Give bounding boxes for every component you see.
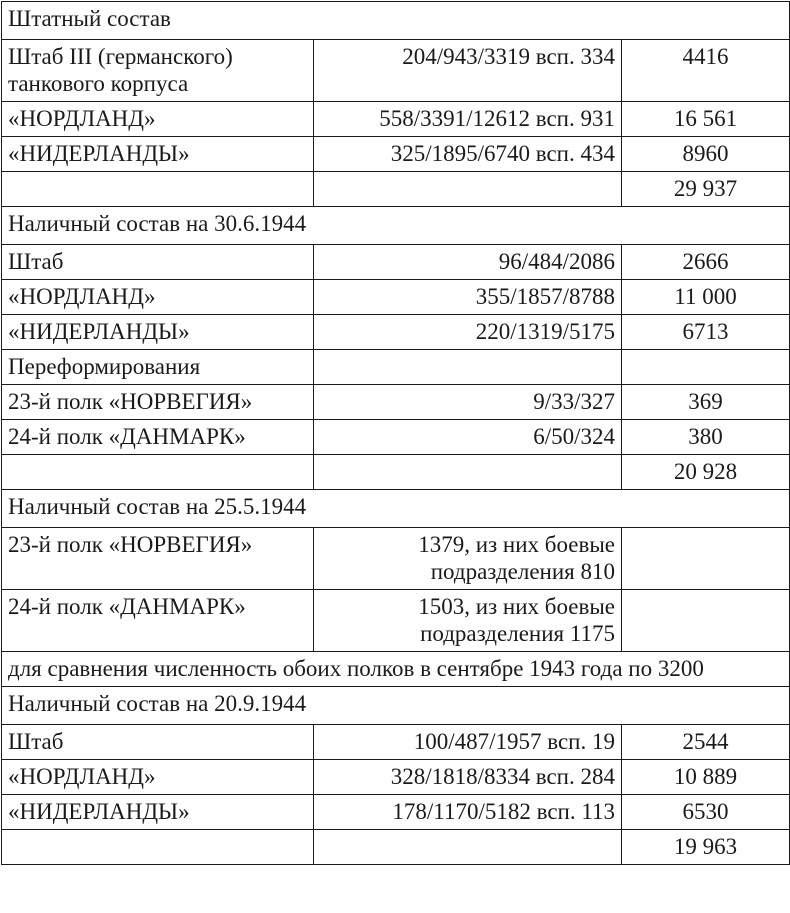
unit-total: 380 <box>622 420 790 455</box>
section-title: Штатный состав <box>2 2 790 40</box>
unit-name: Переформирования <box>2 350 314 385</box>
unit-name <box>2 455 314 490</box>
unit-name: Штаб <box>2 725 314 760</box>
unit-name: «НИДЕРЛАНДЫ» <box>2 795 314 830</box>
section-title: Наличный состав на 30.6.1944 <box>2 207 790 245</box>
unit-detail: 325/1895/6740 всп. 434 <box>314 137 622 172</box>
table-row <box>2 350 790 385</box>
table-row <box>2 315 790 350</box>
unit-detail: 1503, из них боевые подразделения 1175 <box>314 590 622 652</box>
table-row <box>2 795 790 830</box>
unit-total: 10 889 <box>622 760 790 795</box>
note-row <box>2 652 790 687</box>
section-title: Наличный состав на 20.9.1944 <box>2 687 790 725</box>
unit-detail <box>314 830 622 865</box>
unit-detail: 178/1170/5182 всп. 113 <box>314 795 622 830</box>
unit-total <box>622 528 790 590</box>
unit-total: 8960 <box>622 137 790 172</box>
unit-total: 2544 <box>622 725 790 760</box>
section-header <box>2 2 790 40</box>
sum-total: 20 928 <box>622 455 790 490</box>
unit-name: 24-й полк «ДАНМАРК» <box>2 590 314 652</box>
unit-name: Штаб <box>2 245 314 280</box>
table-row <box>2 725 790 760</box>
table-row <box>2 830 790 865</box>
unit-detail <box>314 172 622 207</box>
unit-name: 23-й полк «НОРВЕГИЯ» <box>2 385 314 420</box>
unit-name <box>2 172 314 207</box>
unit-detail: 558/3391/12612 всп. 931 <box>314 102 622 137</box>
table-row <box>2 40 790 102</box>
table-row <box>2 137 790 172</box>
table-row <box>2 245 790 280</box>
unit-detail: 1379, из них боевые подразделения 810 <box>314 528 622 590</box>
table-row <box>2 455 790 490</box>
unit-total: 369 <box>622 385 790 420</box>
sum-total: 19 963 <box>622 830 790 865</box>
unit-detail <box>314 455 622 490</box>
strength-table <box>1 1 790 865</box>
unit-detail: 9/33/327 <box>314 385 622 420</box>
sum-total: 29 937 <box>622 172 790 207</box>
comparison-note: для сравнения численность обоих полков в сентябре 1943 года по 3200 <box>2 652 790 687</box>
unit-name <box>2 830 314 865</box>
unit-detail: 6/50/324 <box>314 420 622 455</box>
unit-total: 6530 <box>622 795 790 830</box>
unit-name: «НОРДЛАНД» <box>2 280 314 315</box>
unit-name: «НОРДЛАНД» <box>2 760 314 795</box>
table-row <box>2 280 790 315</box>
unit-total <box>622 590 790 652</box>
unit-name: Штаб III (германского) танкового корпуса <box>2 40 314 102</box>
unit-detail: 355/1857/8788 <box>314 280 622 315</box>
unit-total: 4416 <box>622 40 790 102</box>
unit-total: 16 561 <box>622 102 790 137</box>
unit-total: 6713 <box>622 315 790 350</box>
table-row <box>2 590 790 652</box>
section-title: Наличный состав на 25.5.1944 <box>2 490 790 528</box>
unit-name: «НОРДЛАНД» <box>2 102 314 137</box>
unit-name: «НИДЕРЛАНДЫ» <box>2 137 314 172</box>
unit-name: «НИДЕРЛАНДЫ» <box>2 315 314 350</box>
table-row <box>2 760 790 795</box>
section-header <box>2 207 790 245</box>
section-header <box>2 687 790 725</box>
unit-total: 2666 <box>622 245 790 280</box>
table-row <box>2 385 790 420</box>
unit-name: 23-й полк «НОРВЕГИЯ» <box>2 528 314 590</box>
table-row <box>2 172 790 207</box>
unit-detail <box>314 350 622 385</box>
table-row <box>2 528 790 590</box>
section-header <box>2 490 790 528</box>
unit-detail: 328/1818/8334 всп. 284 <box>314 760 622 795</box>
unit-detail: 220/1319/5175 <box>314 315 622 350</box>
unit-name: 24-й полк «ДАНМАРК» <box>2 420 314 455</box>
unit-detail: 100/487/1957 всп. 19 <box>314 725 622 760</box>
unit-total <box>622 350 790 385</box>
unit-detail: 204/943/3319 всп. 334 <box>314 40 622 102</box>
table-row <box>2 420 790 455</box>
unit-total: 11 000 <box>622 280 790 315</box>
table-row <box>2 102 790 137</box>
unit-detail: 96/484/2086 <box>314 245 622 280</box>
